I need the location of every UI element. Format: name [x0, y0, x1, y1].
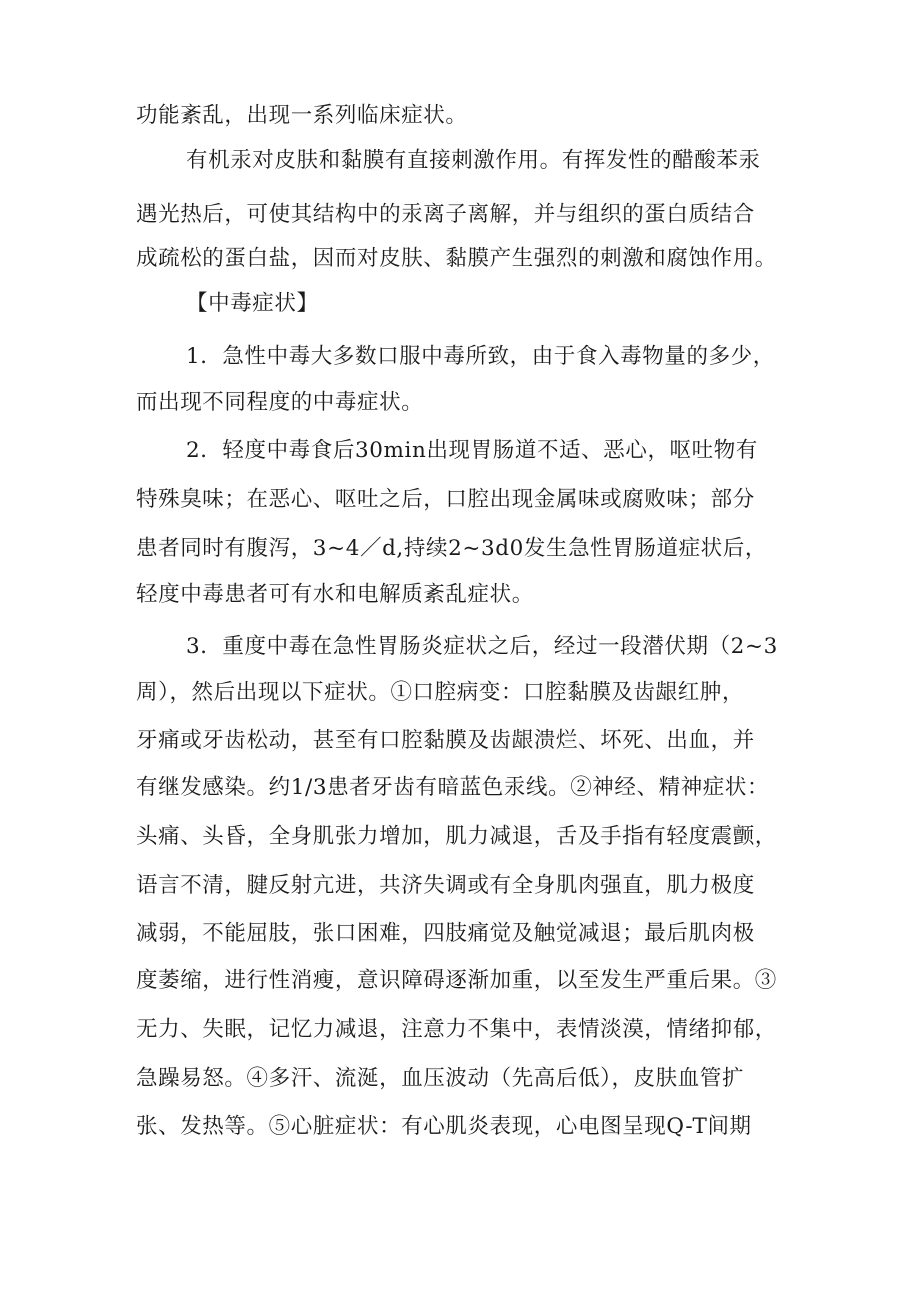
text-line: 1．急性中毒大多数口服中毒所致，由于食入毒物量的多少，: [186, 344, 775, 369]
text-line: 头痛、头昏，全身肌张力增加，肌力减退，舌及手指有轻度震颤，: [136, 824, 777, 849]
text-line: 周），然后出现以下症状。①口腔病变：口腔黏膜及齿龈红肿，: [136, 680, 745, 705]
text-line: 减弱，不能屈肢，张口困难，四肢痛觉及触觉减退；最后肌肉极: [136, 921, 755, 946]
text-line: 无力、失眠，记忆力减退，注意力不集中，表情淡漠，情绪抑郁，: [136, 1017, 777, 1042]
text-line: 特殊臭味；在恶心、呕吐之后，口腔出现金属味或腐败味；部分: [136, 487, 755, 512]
text-line: 3．重度中毒在急性胃肠炎症状之后，经过一段潜伏期（2~3: [186, 634, 778, 659]
text-line: 有机汞对皮肤和黏膜有直接刺激作用。有挥发性的醋酸苯汞: [186, 148, 761, 173]
text-line: 急躁易怒。④多汗、流涎，血压波动（先高后低），皮肤血管扩: [136, 1066, 745, 1091]
text-line: 2．轻度中毒食后30min出现胃肠道不适、恶心，呕吐物有: [186, 438, 758, 463]
text-line: 功能紊乱，出现一系列临床症状。: [136, 103, 468, 128]
text-line: 牙痛或牙齿松动，甚至有口腔黏膜及齿龈溃烂、坏死、出血，并: [136, 728, 755, 753]
text-line: 轻度中毒患者可有水和电解质紊乱症状。: [136, 582, 534, 607]
text-line: 而出现不同程度的中毒症状。: [136, 390, 424, 415]
text-line: 患者同时有腹泻，3~4／d,持续2~3d0发生急性胃肠道症状后，: [136, 536, 767, 561]
section-heading: 【中毒症状】: [186, 291, 319, 316]
text-line: 成疏松的蛋白盐，因而对皮肤、黏膜产生强烈的刺激和腐蚀作用。: [136, 246, 777, 271]
text-line: 张、发热等。⑤心脏症状：有心肌炎表现，心电图呈现Q-T间期: [136, 1114, 752, 1139]
text-line: 有继发感染。约1/3患者牙齿有暗蓝色汞线。②神经、精神症状：: [136, 775, 770, 800]
text-line: 遇光热后，可使其结构中的汞离子离解，并与组织的蛋白质结合: [136, 202, 755, 227]
text-line: 语言不清，腱反射亢进，共济失调或有全身肌肉强直，肌力极度: [136, 873, 755, 898]
text-line: 度萎缩，进行性消瘦，意识障碍逐渐加重，以至发生严重后果。③: [136, 968, 777, 993]
